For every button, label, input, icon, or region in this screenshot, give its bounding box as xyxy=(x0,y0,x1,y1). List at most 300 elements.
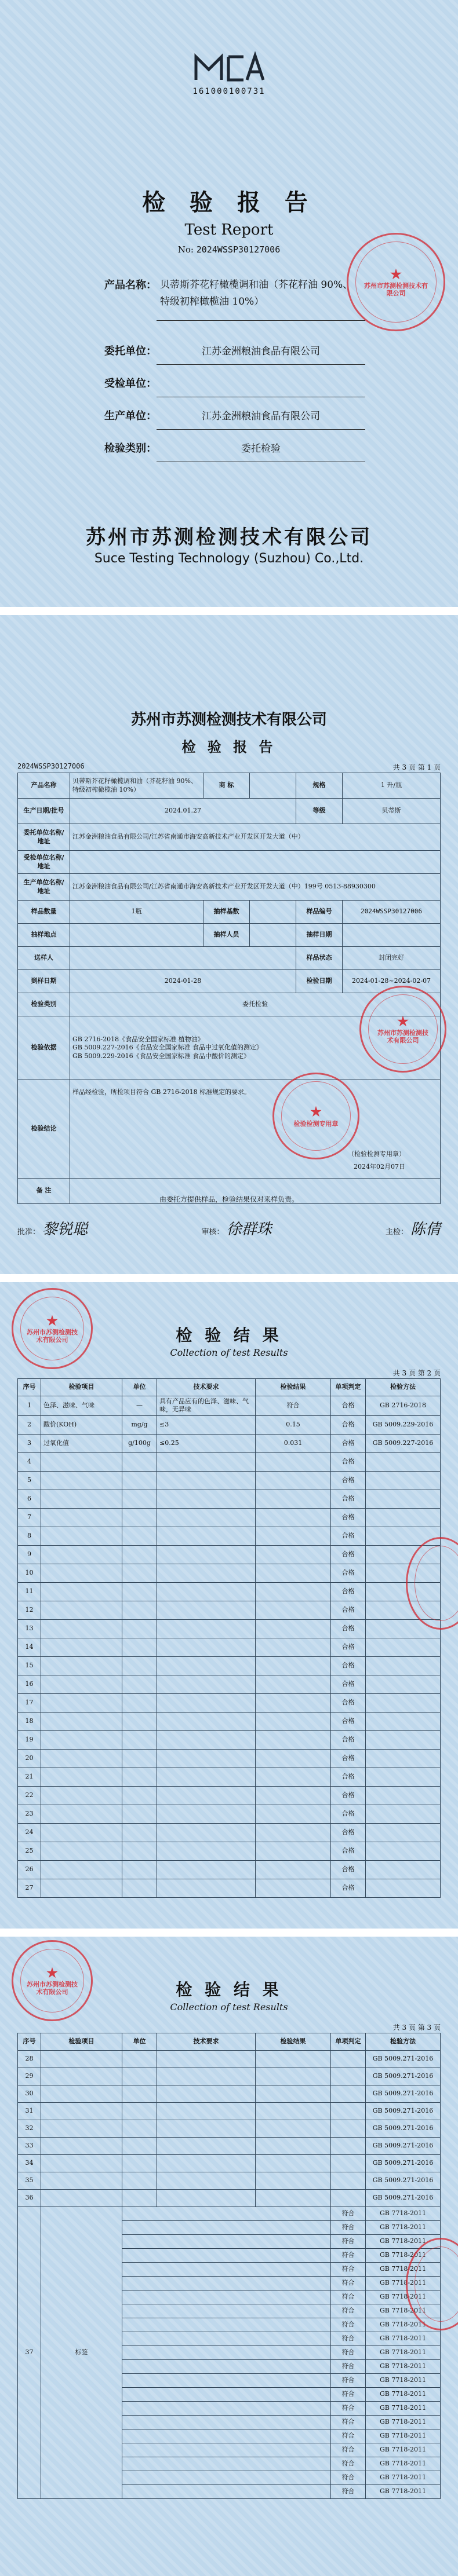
table-row xyxy=(18,1582,441,1601)
table-cell-item xyxy=(41,1508,122,1527)
table-cell-unit xyxy=(122,1730,157,1749)
table-cell-result xyxy=(256,1545,331,1564)
results1-company-stamp xyxy=(12,1288,93,1369)
table-row xyxy=(18,2103,441,2120)
cell-label: 抽样地点 xyxy=(18,924,70,947)
col-header: 单位 xyxy=(122,1379,157,1396)
table-cell-result xyxy=(256,1749,331,1768)
label-judge: 符合 xyxy=(331,2207,366,2221)
label-method: GB 7718-2011 xyxy=(366,2263,441,2277)
table-cell-judge xyxy=(331,2085,366,2103)
table-cell-req xyxy=(157,1471,256,1490)
table-cell-unit xyxy=(122,1768,157,1786)
table-cell-unit xyxy=(122,1842,157,1860)
table-cell-req xyxy=(157,1768,256,1786)
stamp-star-icon: ★ xyxy=(46,1313,58,1329)
cell-value xyxy=(70,851,441,874)
label-judge: 符合 xyxy=(331,2304,366,2318)
table-cell-judge: 合格 xyxy=(331,1619,366,1638)
table-cell-no: 33 xyxy=(18,2138,41,2155)
label-method: GB 7718-2011 xyxy=(366,2402,441,2416)
stamp-text: 检验检测专用章 xyxy=(293,1119,339,1128)
table-cell-req xyxy=(157,1693,256,1712)
table-row xyxy=(18,1675,441,1693)
table-cell-no: 36 xyxy=(18,2190,41,2207)
table-cell-judge: 合格 xyxy=(331,1860,366,1879)
table-cell-unit xyxy=(122,1749,157,1768)
table-cell-result xyxy=(256,1601,331,1619)
label-judge: 符合 xyxy=(331,2402,366,2416)
sign-name: 徐群珠 xyxy=(226,1221,272,1238)
table-cell-method xyxy=(366,1879,441,1897)
table-row xyxy=(18,1490,441,1508)
label-method: GB 7718-2011 xyxy=(366,2207,441,2221)
col-header: 序号 xyxy=(18,1379,41,1396)
table-cell-unit: mg/g xyxy=(122,1415,157,1434)
table-cell-result xyxy=(256,1490,331,1508)
table-cell-result xyxy=(256,1730,331,1749)
cell-value xyxy=(250,773,296,799)
label-row xyxy=(18,2207,441,2221)
table-cell-judge: 合格 xyxy=(331,1730,366,1749)
cell-label: 产品名称 xyxy=(18,773,70,799)
table-cell-item xyxy=(41,1675,122,1693)
label-method: GB 7718-2011 xyxy=(366,2332,441,2346)
table-cell-no: 28 xyxy=(18,2051,41,2068)
label-requirement xyxy=(122,2360,331,2374)
table-cell-req xyxy=(157,2155,256,2172)
table-cell-req xyxy=(157,1805,256,1823)
table-cell-judge xyxy=(331,2068,366,2085)
table-cell-no: 11 xyxy=(18,1582,41,1601)
report-row-sender xyxy=(18,947,441,970)
col-header: 技术要求 xyxy=(157,2033,256,2051)
table-row xyxy=(18,2051,441,2068)
table-cell-item xyxy=(41,1730,122,1749)
table-cell-req: ≤0.25 xyxy=(157,1434,256,1452)
table-cell-no: 29 xyxy=(18,2068,41,2085)
cell-value: 贝蒂斯 xyxy=(343,799,441,824)
label-requirement xyxy=(122,2277,331,2290)
table-cell-judge xyxy=(331,2190,366,2207)
table-cell-unit xyxy=(122,1656,157,1675)
report-table xyxy=(17,773,441,1204)
basis-line: GB 5009.227-2016《食品安全国家标准 食品中过氧化值的测定》 xyxy=(72,1044,263,1052)
col-header: 检验方法 xyxy=(366,2033,441,2051)
label-requirement xyxy=(122,2429,331,2443)
label-method: GB 7718-2011 xyxy=(366,2471,441,2485)
table-cell-unit xyxy=(122,1805,157,1823)
report-inspection-stamp xyxy=(272,1073,359,1159)
table-cell-no: 19 xyxy=(18,1730,41,1749)
table-cell-method: GB 5009.271-2016 xyxy=(366,2120,441,2138)
table-cell-judge: 合格 xyxy=(331,1693,366,1712)
sign-label: 批准： xyxy=(17,1228,41,1236)
table-cell-judge: 合格 xyxy=(331,1396,366,1416)
table-cell-judge: 合格 xyxy=(331,1656,366,1675)
table-cell-no: 30 xyxy=(18,2085,41,2103)
table-cell-unit xyxy=(122,1786,157,1805)
report-row-arrival xyxy=(18,970,441,993)
cell-label: 受检单位名称/地址 xyxy=(18,851,70,874)
label-judge: 符合 xyxy=(331,2249,366,2263)
cell-label: 商 标 xyxy=(203,773,250,799)
cell-label: 委托单位名称/地址 xyxy=(18,824,70,851)
table-cell-item xyxy=(41,1564,122,1582)
report-row-client xyxy=(18,824,441,851)
results-title-cn: 检 验 结 果 xyxy=(176,1980,282,1999)
sign-label: 审核： xyxy=(201,1228,224,1236)
cell-value: 委托检验 xyxy=(70,993,441,1016)
table-cell-unit xyxy=(122,1823,157,1842)
table-cell-no: 35 xyxy=(18,2172,41,2190)
table-cell-result xyxy=(256,2172,331,2190)
issue-date: 2024年02月07日 xyxy=(354,1162,405,1170)
table-row xyxy=(18,1823,441,1842)
cover-company-en: Suce Testing Technology (Suzhou) Co.,Ltd. xyxy=(94,551,364,566)
table-cell-unit xyxy=(122,1879,157,1897)
label-judge: 符合 xyxy=(331,2263,366,2277)
table-cell-no: 26 xyxy=(18,1860,41,1879)
label-requirement xyxy=(122,2471,331,2485)
table-cell-judge: 合格 xyxy=(331,1879,366,1897)
table-cell-method xyxy=(366,1638,441,1656)
conclusion-cell xyxy=(70,1080,441,1179)
table-cell-unit xyxy=(122,1860,157,1879)
table-cell-method xyxy=(366,1768,441,1786)
page-separator xyxy=(0,607,458,615)
cell-value: 2024-01-28 xyxy=(70,970,296,993)
table-cell-method xyxy=(366,1490,441,1508)
field-label: 委托单位： xyxy=(104,345,157,357)
cell-value: 封闭完好 xyxy=(343,947,441,970)
table-cell-item xyxy=(41,1749,122,1768)
table-cell-req xyxy=(157,2085,256,2103)
table-cell-no: 31 xyxy=(18,2103,41,2120)
col-header: 单项判定 xyxy=(331,2033,366,2051)
table-cell-req xyxy=(157,1508,256,1527)
cell-value: 2024WSSP30127006 xyxy=(343,901,441,924)
cell-label: 样品编号 xyxy=(296,901,343,924)
table-row xyxy=(18,1656,441,1675)
cell-label: 样品数量 xyxy=(18,901,70,924)
table-cell-result xyxy=(256,1805,331,1823)
table-cell-result xyxy=(256,1842,331,1860)
col-header: 单位 xyxy=(122,2033,157,2051)
label-method: GB 7718-2011 xyxy=(366,2277,441,2290)
table-cell-unit xyxy=(122,2103,157,2120)
table-cell-item xyxy=(41,1638,122,1656)
label-requirement xyxy=(122,2388,331,2402)
table-row xyxy=(18,1749,441,1768)
cell-value: 2024-01-28~2024-02-07 xyxy=(343,970,441,993)
table-cell-no: 10 xyxy=(18,1564,41,1582)
table-cell-method: GB 5009.271-2016 xyxy=(366,2138,441,2155)
table-cell-unit xyxy=(122,1471,157,1490)
table-cell-judge: 合格 xyxy=(331,1564,366,1582)
table-cell-unit: g/100g xyxy=(122,1434,157,1452)
table-cell-method: GB 5009.271-2016 xyxy=(366,2172,441,2190)
label-judge: 符合 xyxy=(331,2416,366,2429)
table-cell-req xyxy=(157,1712,256,1730)
table-row xyxy=(18,2120,441,2138)
table-cell-method xyxy=(366,1730,441,1749)
report-company-stamp xyxy=(359,986,446,1073)
table-cell-result xyxy=(256,1452,331,1471)
table-cell-item xyxy=(41,1545,122,1564)
label-requirement xyxy=(122,2235,331,2249)
table-cell-no: 18 xyxy=(18,1712,41,1730)
table-cell-method xyxy=(366,1842,441,1860)
field-label: 生产单位： xyxy=(104,410,157,422)
sign-inspector xyxy=(386,1217,441,1239)
label-requirement xyxy=(122,2332,331,2346)
results-table-2 xyxy=(17,2033,441,2499)
table-cell-no: 17 xyxy=(18,1693,41,1712)
table-cell-result xyxy=(256,2190,331,2207)
cell-label: 备 注 xyxy=(18,1179,70,1204)
table-cell-item xyxy=(41,1471,122,1490)
table-cell-result: 0.031 xyxy=(256,1434,331,1452)
col-header: 检验结果 xyxy=(256,1379,331,1396)
label-judge: 符合 xyxy=(331,2457,366,2471)
table-cell-judge: 合格 xyxy=(331,1805,366,1823)
cell-value: 贝蒂斯芥花籽橄榄调和油（芥花籽油 90%、特级初榨橄榄油 10%） xyxy=(70,773,203,799)
label-requirement xyxy=(122,2457,331,2471)
table-cell-method: GB 5009.271-2016 xyxy=(366,2051,441,2068)
table-cell-judge: 合格 xyxy=(331,1490,366,1508)
table-cell-no: 4 xyxy=(18,1452,41,1471)
table-cell-item xyxy=(41,1601,122,1619)
label-requirement xyxy=(122,2290,331,2304)
cover-company-stamp xyxy=(347,233,445,331)
label-judge: 符合 xyxy=(331,2374,366,2388)
table-cell-result xyxy=(256,2120,331,2138)
table-cell-method xyxy=(366,1786,441,1805)
cell-label: 生产单位名称/地址 xyxy=(18,874,70,901)
report-title: 检 验 报 告 xyxy=(181,738,277,755)
report-row-inspected xyxy=(18,851,441,874)
table-cell-item xyxy=(41,2103,122,2120)
cell-value xyxy=(250,901,296,924)
label-judge: 符合 xyxy=(331,2346,366,2360)
cover-company-cn: 苏州市苏测检测技术有限公司 xyxy=(86,526,372,549)
table-row xyxy=(18,1879,441,1897)
table-cell-result xyxy=(256,1879,331,1897)
table-cell-judge: 合格 xyxy=(331,1823,366,1842)
table-row xyxy=(18,1415,441,1434)
label-method: GB 7718-2011 xyxy=(366,2290,441,2304)
table-cell-result xyxy=(256,1619,331,1638)
table-cell-no: 1 xyxy=(18,1396,41,1416)
table-cell-unit xyxy=(122,1490,157,1508)
table-cell-unit xyxy=(122,2068,157,2085)
label-method: GB 7718-2011 xyxy=(366,2318,441,2332)
report-page-info: 共 3 页 第 1 页 xyxy=(392,763,441,771)
table-cell-result xyxy=(256,1564,331,1582)
table-cell-item xyxy=(41,2085,122,2103)
cover-field-category xyxy=(87,430,365,462)
label-method: GB 7718-2011 xyxy=(366,2443,441,2457)
label-row-number: 37 xyxy=(18,2207,41,2499)
table-row xyxy=(18,1860,441,1879)
table-row xyxy=(18,2190,441,2207)
cell-value: 江苏金洲粮油食品有限公司/江苏省南通市海安高新技术产业开发区开发大道（中）199号 0513-88930300 xyxy=(70,874,441,901)
table-cell-no: 25 xyxy=(18,1842,41,1860)
table-cell-no: 5 xyxy=(18,1471,41,1490)
field-label: 产品名称： xyxy=(104,279,157,291)
results-page-1 xyxy=(0,1282,458,1929)
label-method: GB 7718-2011 xyxy=(366,2485,441,2499)
table-cell-item xyxy=(41,1712,122,1730)
table-cell-judge xyxy=(331,2172,366,2190)
stamp-text: 苏州市苏测检测技术有限公司 xyxy=(377,1029,428,1045)
sign-approve xyxy=(17,1217,88,1239)
table-cell-req xyxy=(157,1823,256,1842)
table-row xyxy=(18,1527,441,1545)
cell-label: 检验日期 xyxy=(296,970,343,993)
table-cell-method: GB 5009.271-2016 xyxy=(366,2103,441,2120)
conclusion-text: 样品经检验，所检项目符合 GB 2716-2018 标准规定的要求。 xyxy=(72,1088,251,1096)
table-row xyxy=(18,1619,441,1638)
cell-value: 2024.01.27 xyxy=(70,799,296,824)
table-cell-req xyxy=(157,1582,256,1601)
table-cell-method: GB 5009.271-2016 xyxy=(366,2155,441,2172)
table-cell-unit xyxy=(122,1601,157,1619)
table-cell-unit xyxy=(122,2120,157,2138)
table-cell-method xyxy=(366,1675,441,1693)
table-row xyxy=(18,1471,441,1490)
cell-label: 抽样日期 xyxy=(296,924,343,947)
col-header: 检验结果 xyxy=(256,2033,331,2051)
label-requirement xyxy=(122,2263,331,2277)
label-method: GB 7718-2011 xyxy=(366,2429,441,2443)
results-title-en: Collection of test Results xyxy=(170,2001,288,2012)
remark-line: 由委托方提供样品，检验结果仅对来样负责。 xyxy=(159,1195,299,1203)
label-judge: 符合 xyxy=(331,2318,366,2332)
col-header: 单项判定 xyxy=(331,1379,366,1396)
cell-label: 检验类别 xyxy=(18,993,70,1016)
table-row xyxy=(18,1564,441,1582)
table-cell-method: GB 2716-2018 xyxy=(366,1396,441,1416)
table-cell-item xyxy=(41,2155,122,2172)
table-cell-unit xyxy=(122,1452,157,1471)
table-cell-result xyxy=(256,1823,331,1842)
label-method: GB 7718-2011 xyxy=(366,2235,441,2249)
table-cell-result: 0.15 xyxy=(256,1415,331,1434)
table-cell-result xyxy=(256,1527,331,1545)
table-cell-unit xyxy=(122,1527,157,1545)
results-table-1 xyxy=(17,1378,441,1898)
cell-value xyxy=(70,947,296,970)
cell-label: 规格 xyxy=(296,773,343,799)
cell-label: 到样日期 xyxy=(18,970,70,993)
field-value: 江苏金洲粮油食品有限公司 xyxy=(157,332,365,365)
table-row xyxy=(18,2138,441,2155)
table-cell-req xyxy=(157,2190,256,2207)
table-cell-judge: 合格 xyxy=(331,1434,366,1452)
table-cell-method xyxy=(366,1805,441,1823)
table-cell-no: 2 xyxy=(18,1415,41,1434)
report-row-conclusion xyxy=(18,1080,441,1179)
table-cell-unit xyxy=(122,2190,157,2207)
label-judge: 符合 xyxy=(331,2388,366,2402)
table-cell-item xyxy=(41,1842,122,1860)
label-requirement xyxy=(122,2249,331,2263)
table-row xyxy=(18,1434,441,1452)
table-cell-unit xyxy=(122,1693,157,1712)
table-cell-req xyxy=(157,1786,256,1805)
label-requirement xyxy=(122,2207,331,2221)
table-cell-no: 9 xyxy=(18,1545,41,1564)
table-cell-judge xyxy=(331,2155,366,2172)
table-cell-judge: 合格 xyxy=(331,1712,366,1730)
table-cell-judge: 合格 xyxy=(331,1508,366,1527)
table-cell-item: 过氧化值 xyxy=(41,1434,122,1452)
table-row xyxy=(18,1638,441,1656)
stamp-text: 苏州市苏测检测技术有限公司 xyxy=(364,282,428,298)
label-method: GB 7718-2011 xyxy=(366,2457,441,2471)
table-cell-result xyxy=(256,1786,331,1805)
table-cell-req xyxy=(157,1564,256,1582)
table-cell-judge xyxy=(331,2103,366,2120)
label-method: GB 7718-2011 xyxy=(366,2249,441,2263)
cell-value xyxy=(70,924,203,947)
table-cell-no: 12 xyxy=(18,1601,41,1619)
table-row xyxy=(18,1786,441,1805)
table-cell-method xyxy=(366,1749,441,1768)
label-method: GB 7718-2011 xyxy=(366,2416,441,2429)
table-cell-result xyxy=(256,1860,331,1879)
report-no-value: 2024WSSP30127006 xyxy=(196,244,281,255)
table-cell-item xyxy=(41,1860,122,1879)
table-cell-result xyxy=(256,2051,331,2068)
table-cell-result xyxy=(256,2085,331,2103)
table-cell-item xyxy=(41,1452,122,1471)
table-cell-no: 22 xyxy=(18,1786,41,1805)
table-cell-no: 13 xyxy=(18,1619,41,1638)
table-cell-method: GB 5009.227-2016 xyxy=(366,1434,441,1452)
table-cell-no: 20 xyxy=(18,1749,41,1768)
table-cell-no: 3 xyxy=(18,1434,41,1452)
report-no-label: No: xyxy=(177,244,194,255)
table-cell-result xyxy=(256,1768,331,1786)
cell-value: 江苏金洲粮油食品有限公司/江苏省南通市海安高新技术产业开发区开发大道（中） xyxy=(70,824,441,851)
label-judge: 符合 xyxy=(331,2443,366,2457)
label-judge: 符合 xyxy=(331,2471,366,2485)
table-cell-unit xyxy=(122,1619,157,1638)
label-requirement xyxy=(122,2346,331,2360)
table-cell-req xyxy=(157,1490,256,1508)
col-header: 序号 xyxy=(18,2033,41,2051)
cover-field-product xyxy=(87,272,365,321)
report-row-producer xyxy=(18,874,441,901)
table-cell-method xyxy=(366,1693,441,1712)
table-cell-method: GB 5009.229-2016 xyxy=(366,1415,441,1434)
table-cell-item xyxy=(41,2120,122,2138)
table-cell-req xyxy=(157,1601,256,1619)
table-cell-req xyxy=(157,1527,256,1545)
table-cell-method: GB 5009.271-2016 xyxy=(366,2068,441,2085)
results-page-info: 共 3 页 第 2 页 xyxy=(392,1369,441,1377)
cell-label: 抽样基数 xyxy=(203,901,250,924)
table-row xyxy=(18,1842,441,1860)
cell-label: 抽样人员 xyxy=(203,924,250,947)
table-cell-req xyxy=(157,1879,256,1897)
cell-label: 等级 xyxy=(296,799,343,824)
table-cell-no: 23 xyxy=(18,1805,41,1823)
table-cell-item xyxy=(41,1805,122,1823)
